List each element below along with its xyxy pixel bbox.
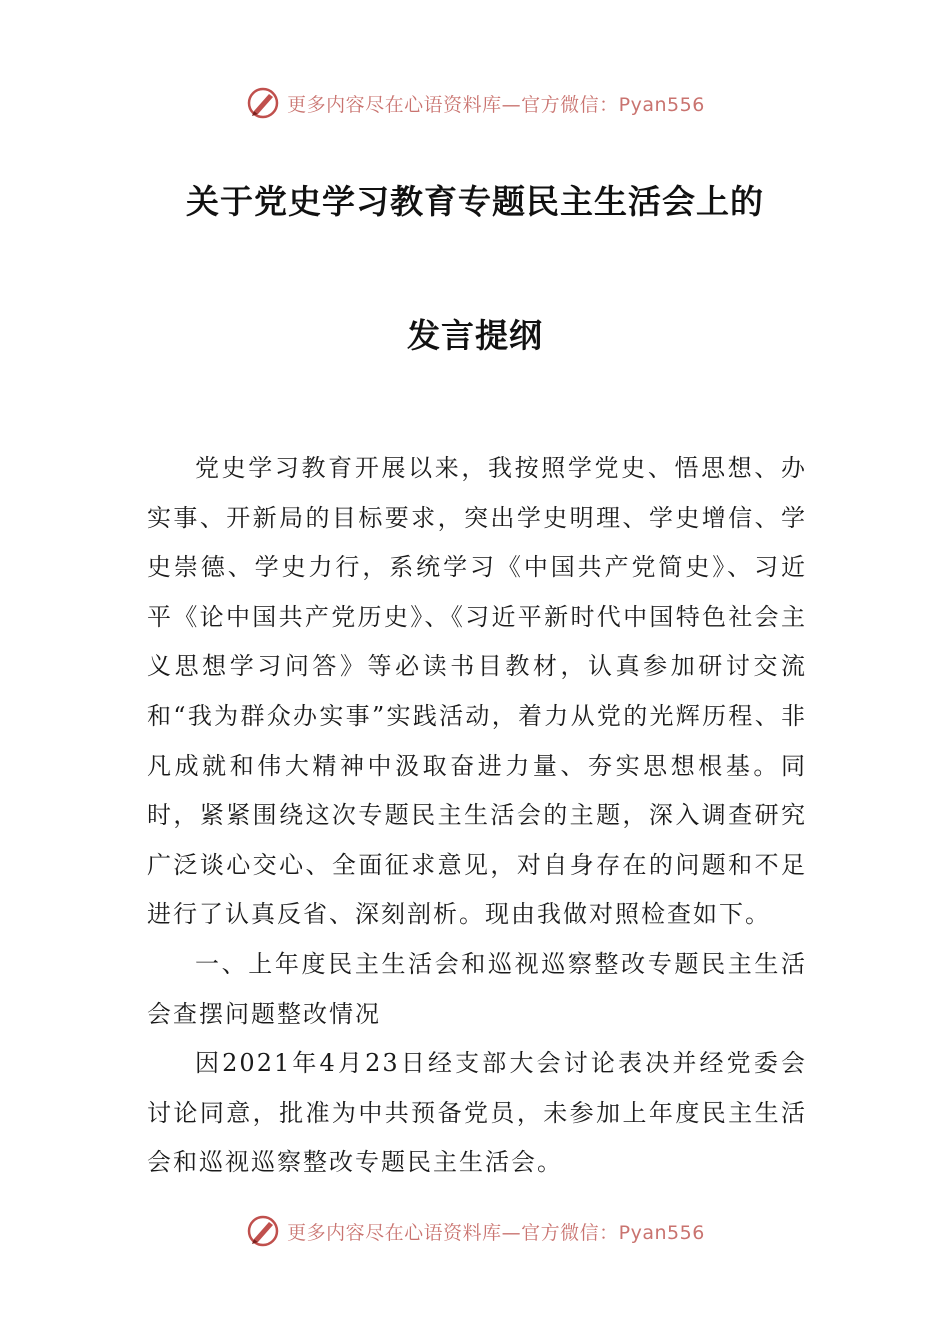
- paragraph-intro: 党史学习教育开展以来，我按照学党史、悟思想、办实事、开新局的目标要求，突出学史明理、学史增信、学史崇德、学史力行，系统学习《中国共产党简史》、习近平《论中国共产党历史》、《习近平新时代中国特色社会主义思想学习问答》等必读书目教材，认真参加研讨交流和“我为群众办实事”实践活动，着力从党的光辉历程、非凡成就和伟大精神中汲取奋进力量、夯实思想根基。同时，紧紧围绕这次专题民主生活会的主题，深入调查研究广泛谈心交心、全面征求意见，对自身存在的问题和不足进行了认真反省、深刻剖析。现由我做对照检查如下。: [147, 454, 807, 929]
- footer-watermark: [0, 1211, 950, 1251]
- document-title-line-1: 关于党史学习教育专题民主生活会上的: [186, 182, 764, 221]
- section-heading-1: 一、上年度民主生活会和巡视巡察整改专题民主生活会查摆问题整改情况: [147, 949, 807, 1028]
- pen-logo-icon: [245, 1213, 281, 1249]
- paragraph-rectification: 因2021年4月23日经支部大会讨论表决并经党委会讨论同意，批准为中共预备党员，未参加上年度民主生活会和巡视巡察整改专题民主生活会。: [147, 1049, 807, 1177]
- document-title-line-2: 发言提纲: [407, 316, 543, 355]
- watermark-text: 更多内容尽在心语资料库—官方微信：Pyan556: [287, 93, 705, 116]
- header-watermark: [0, 83, 950, 123]
- watermark-text: 更多内容尽在心语资料库—官方微信：Pyan556: [287, 1221, 705, 1244]
- document-body: [147, 444, 807, 1188]
- pen-logo-icon: [245, 85, 281, 121]
